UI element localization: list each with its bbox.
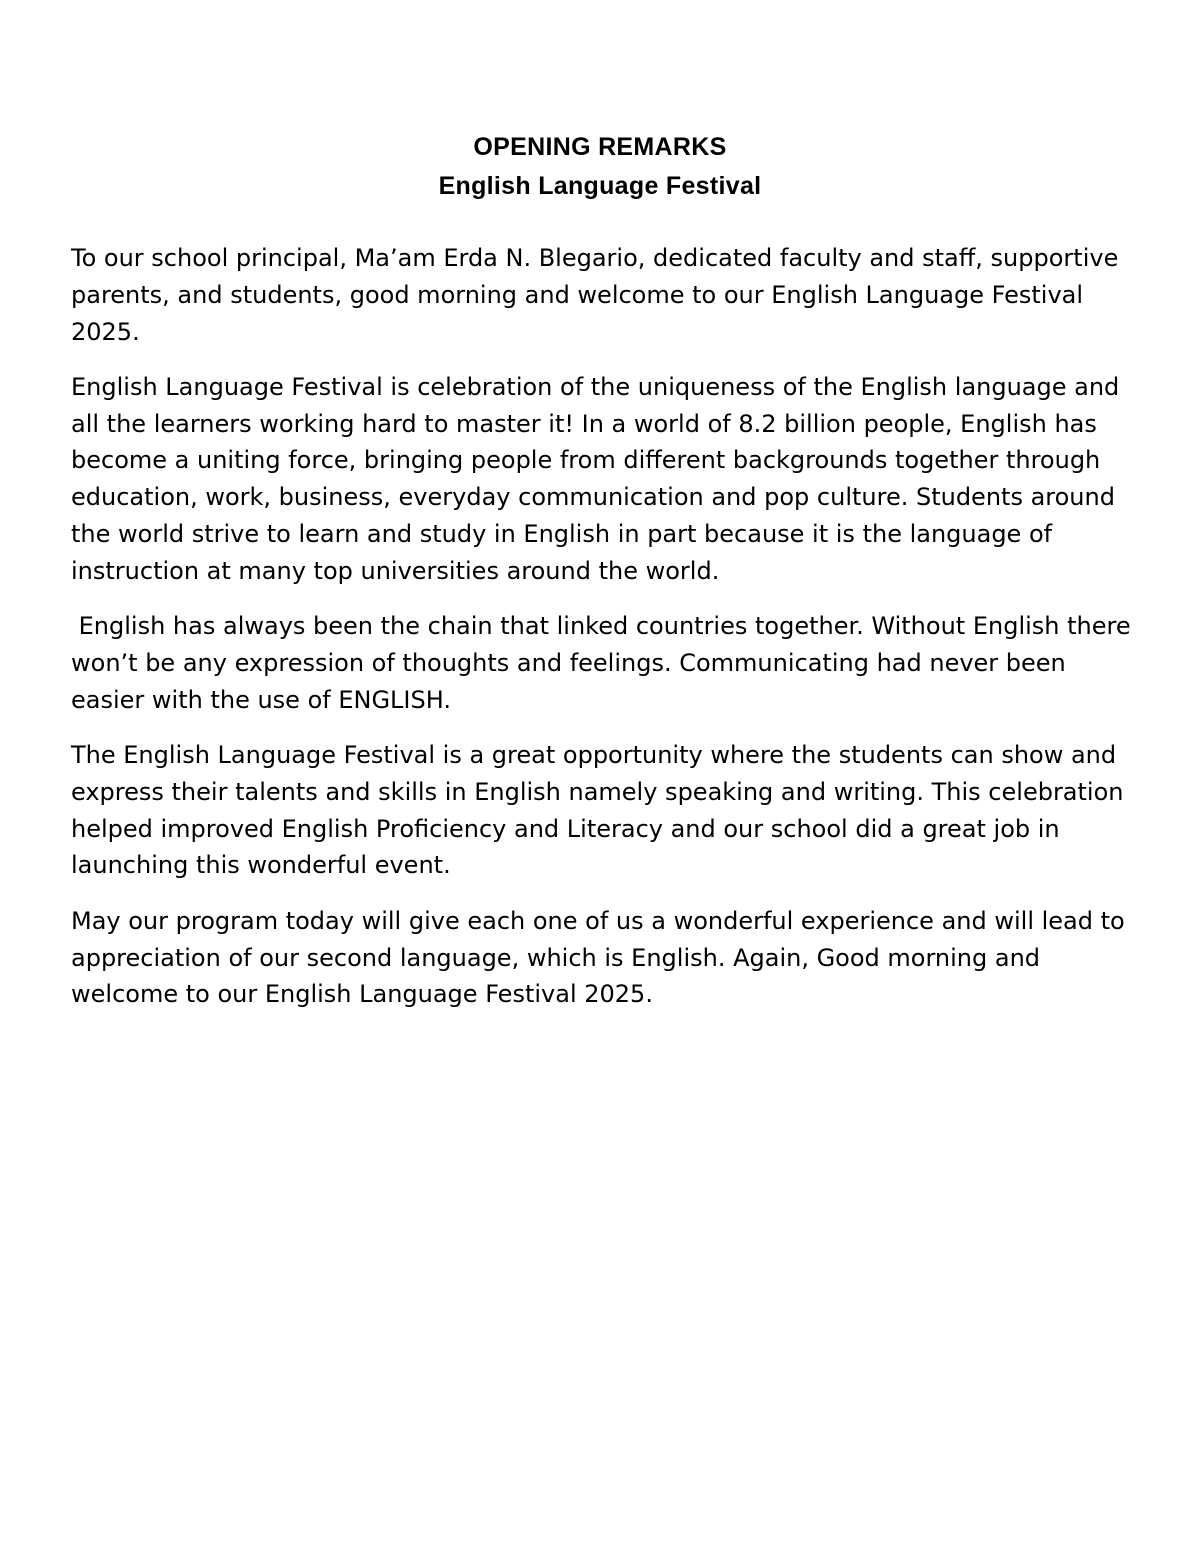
paragraph-opportunity: The English Language Festival is a great opportunity where the students can show and express their talents and skills in English namely speaking and writing. This celebration helped improved English Proficiency and Literacy and our school did a great job in launching this wonderful event. — [71, 741, 1124, 880]
document-body — [71, 240, 1141, 1032]
document-title: OPENING REMARKS — [473, 133, 727, 161]
paragraph-closing: May our program today will give each one of us a wonderful experience and will lead to appreciation of our second language, which is English. Again, Good morning and welcome to our English Language Festival 2025. — [71, 906, 1125, 1009]
paragraph-greeting: To our school principal, Ma’am Erda N. Blegario, dedicated faculty and staff, supportive parents, and students, good morning and welcome to our English Language Festival 2025. — [71, 244, 1119, 346]
document-subtitle: English Language Festival — [438, 172, 762, 200]
paragraph-english-importance: English has always been the chain that linked countries together. Without English there won’t be any expression of thoughts and feelings. Communicating had never been easier with the use of ENGLISH. — [71, 612, 1139, 714]
paragraph-festival-description: English Language Festival is celebration of the uniqueness of the English language and all the learners working hard to master it! In a world of 8.2 billion people, English has become a uniting force, bringing people from different backgrounds together through education, work, business, everyday communication and pop culture. Students around the world strive to learn and study in English in part because it is the language of instruction at many top universities around the world. — [71, 372, 1120, 585]
